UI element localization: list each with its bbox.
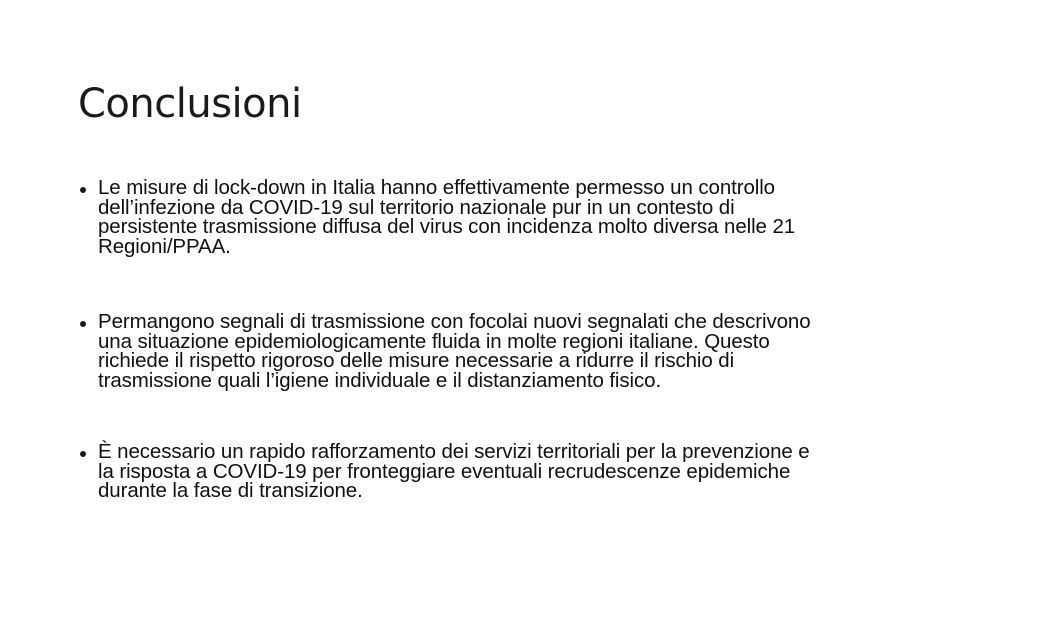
bullet-text-line: una situazione epidemiologicamente fluida in molte regioni italiane. Questo [98,329,770,353]
bullet-item [78,312,811,390]
bullet-icon [80,321,86,327]
bullet-text-line: Le misure di lock-down in Italia hanno effettivamente permesso un controllo [98,176,775,199]
slide-title: Conclusioni [78,81,302,127]
bullet-text-line: trasmissione quali l’igiene individuale e il distanziamento fisico. [98,368,662,392]
bullet-item [78,178,978,256]
bullet-item [78,442,810,501]
bullet-text-line: richiede il rispetto rigoroso delle misure necessarie a ridurre il rischio di [98,349,735,372]
bullet-text-line: Permangono segnali di trasmissione con focolai nuovi segnalati che descrivono [98,310,811,333]
bullet-text-line: dell’infezione da COVID-19 sul territorio nazionale pur in un contesto di [98,195,735,219]
bullet-icon [80,451,86,457]
bullet-icon [80,187,86,193]
bullet-list [78,176,978,502]
bullet-text-line: È necessario un rapido rafforzamento dei servizi territoriali per la prevenzione e [98,440,810,463]
bullet-text-line: la risposta a COVID-19 per fronteggiare eventuali recrudescenze epidemiche [98,459,791,483]
bullet-text-line: durante la fase di transizione. [98,479,363,502]
bullet-text-line: persistente trasmissione diffusa del virus con incidenza molto diversa nelle 21 [98,215,796,238]
bullet-text-line: Regioni/PPAA. [98,234,231,258]
